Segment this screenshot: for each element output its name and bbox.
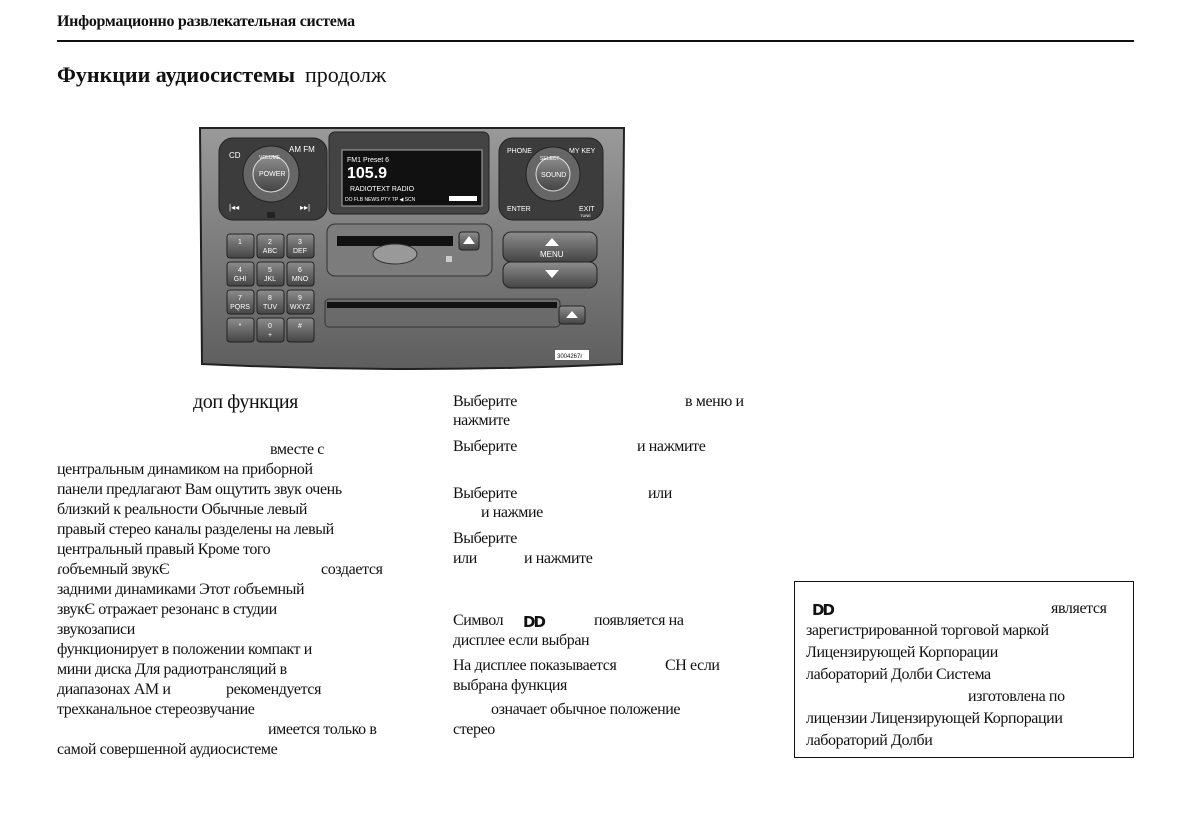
select-label: SELECT (540, 156, 560, 162)
keypad-letters: + (267, 332, 273, 339)
display-frequency: 105.9 (347, 165, 388, 182)
col1-line: центральный правый Кроме того (57, 541, 271, 558)
cd-indicator (446, 256, 452, 262)
volume-label: VOLUME (259, 155, 281, 161)
keypad-number: 4 (238, 267, 242, 274)
am-fm-label[interactable]: AM FM (289, 145, 315, 154)
note-line: лицензии Лицензирующей Корпорации (806, 710, 1063, 727)
cd-label[interactable]: CD (229, 151, 241, 160)
keypad-number: 6 (298, 267, 302, 274)
keypad-button[interactable] (227, 318, 254, 342)
note-line: лабораторий Долби Система (806, 666, 991, 683)
symbol-display: дисплее если выбран (453, 632, 590, 649)
keypad-number: 3 (298, 239, 302, 246)
keypad-number: 1 (238, 239, 242, 246)
col1-line: правый стерео каналы разделены на левый (57, 521, 334, 538)
step4-select: Выберите (453, 530, 517, 547)
exit-label[interactable]: EXIT (579, 206, 595, 213)
col1-line: ɾобъемный звукЄ (57, 561, 170, 578)
note-line: Лицензирующей Корпорации (806, 644, 998, 661)
symbol-word: Символ (453, 612, 504, 629)
keypad-letters: DEF (293, 248, 307, 255)
title-main: Функции аудиосистемы (57, 62, 296, 87)
display-radiotext: RADIOTEXT RADIO (350, 186, 415, 193)
next-track-icon[interactable]: ▸▸| (300, 203, 311, 212)
keypad-letters: PQRS (230, 304, 250, 311)
keypad-letters: TUV (263, 304, 277, 311)
col1-line: звукЄ отражает резонанс в студии (57, 601, 277, 618)
keypad-number: 0 (268, 323, 272, 330)
col1-line: мини диска Для радиотрансляций в (57, 661, 287, 678)
lower-disc-slot[interactable] (327, 302, 557, 308)
display-status: DO FLB NEWS PTY TP ◀ SCN (345, 197, 416, 203)
phone-label[interactable]: PHONE (507, 148, 532, 155)
keypad-number: 9 (298, 295, 302, 302)
display-ch: CH если (665, 657, 720, 674)
my-key-label[interactable]: MY KEY (569, 148, 596, 155)
display-function: выбрана функция (453, 677, 568, 694)
step3-press: и нажмие (481, 504, 543, 521)
exit-sub-label: TUNE (580, 213, 591, 218)
note-line: является (1051, 600, 1107, 617)
col1-line: панели предлагают Вам ощутить звук очень (57, 481, 342, 498)
header-rule (57, 40, 1134, 42)
sound-label: SOUND (541, 172, 567, 179)
step3-or: или (648, 485, 672, 502)
col1-line: трехканальное стереозвучание (57, 701, 255, 718)
section-header: Информационно развлекательная система (57, 13, 355, 30)
note-line: изготовлена по (968, 688, 1065, 705)
keypad-letters: MNO (291, 276, 309, 283)
keypad-letters: WXYZ (289, 304, 311, 311)
col1-line: создается (321, 561, 383, 578)
step4-press: и нажмите (524, 550, 593, 567)
note-line: лабораторий Долби (806, 732, 933, 749)
keypad-letters: ABC (262, 248, 278, 255)
prev-track-icon[interactable]: |◂◂ (229, 203, 240, 212)
step2-select: Выберите (453, 438, 517, 455)
keypad-number: 5 (268, 267, 272, 274)
col1-line: диапазонах AM и (57, 681, 171, 698)
menu-label: MENU (540, 250, 564, 259)
cd-slot-recess (373, 244, 417, 264)
col1-line: вместе с (270, 441, 325, 458)
note-line: зарегистрированной торговой маркой (806, 622, 1049, 639)
dolby-symbol-icon: DD (523, 613, 544, 631)
keypad-button[interactable] (287, 318, 314, 342)
keypad-letters: JKL (263, 276, 277, 283)
col1-line: функционирует в положении компакт и (57, 641, 312, 658)
keypad-number: # (298, 323, 302, 330)
ir-sensor (267, 212, 275, 218)
col1-line: имеется только в (268, 721, 377, 738)
keypad-letters: GHI (233, 276, 247, 283)
display-preset: FM1 Preset 6 (347, 157, 390, 164)
keypad-number: 2 (268, 239, 272, 246)
keypad-number: 8 (268, 295, 272, 302)
radio-illustration (197, 124, 627, 370)
page-title (57, 62, 386, 88)
step4-or: или (453, 550, 477, 567)
enter-label[interactable]: ENTER (507, 206, 531, 213)
step1-select: Выберите (453, 393, 517, 410)
col1-line: рекомендуется (226, 681, 322, 698)
image-code: 3004267r (557, 354, 583, 360)
col1-line: самой совершенной аудиосистеме (57, 741, 278, 758)
keypad-number: * (238, 323, 242, 330)
title-continued: продолж (305, 62, 387, 87)
col1-heading: доп функция (193, 391, 298, 413)
symbol-appears: появляется на (594, 612, 684, 629)
signal-icon (449, 196, 477, 201)
keypad-number: 7 (238, 295, 242, 302)
col1-line: задними динамиками Этот ɾобъемный (57, 581, 305, 598)
stereo-word: стерео (453, 721, 495, 738)
keypad-button[interactable] (227, 234, 254, 258)
stereo-meaning: означает обычное положение (491, 701, 681, 718)
step1-press: нажмите (453, 412, 510, 429)
step2-press: и нажмите (637, 438, 706, 455)
col1-line: звукозаписи (57, 621, 135, 638)
power-label: POWER (259, 171, 286, 178)
step1-menu: в меню и (685, 393, 744, 410)
note-dolby-symbol-icon: DD (812, 601, 833, 619)
display-shows: На дисплее показывается (453, 657, 617, 674)
col1-line: близкий к реальности Обычные левый (57, 501, 307, 518)
step3-select: Выберите (453, 485, 517, 502)
col1-line: центральным динамиком на приборной (57, 461, 313, 478)
